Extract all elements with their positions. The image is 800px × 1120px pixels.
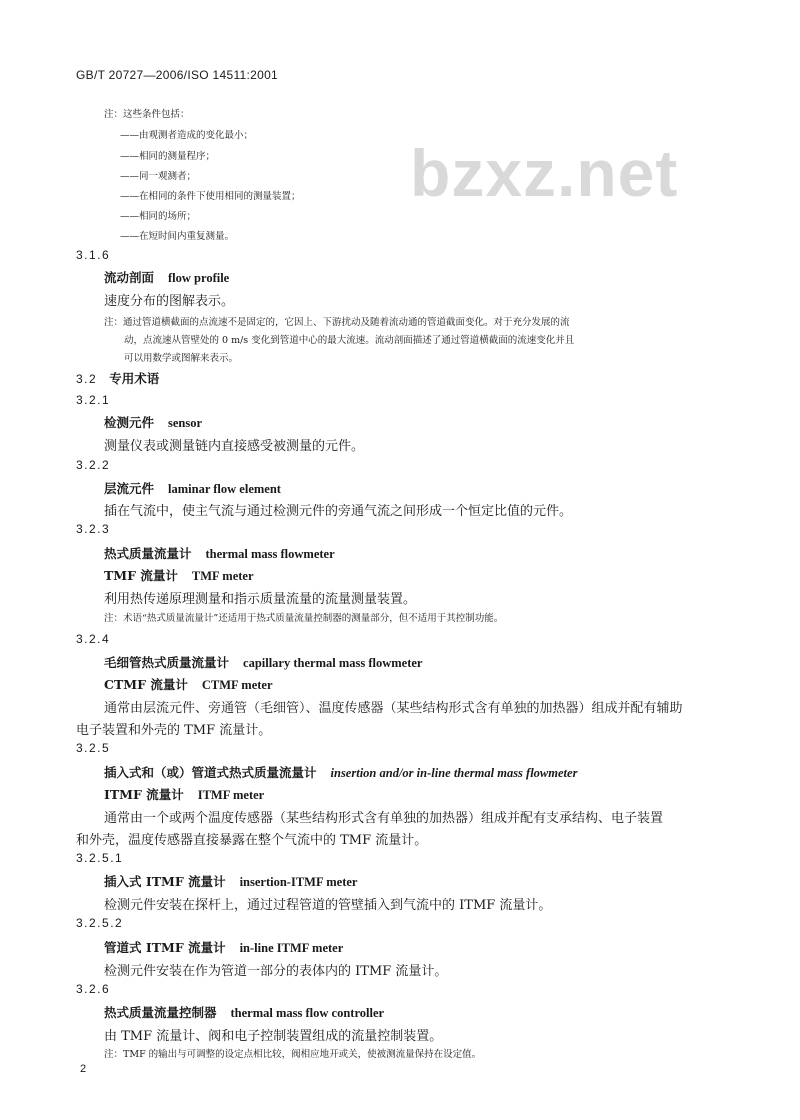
abbreviated-term [104,675,273,693]
term-heading [104,872,357,890]
definition: 速度分布的图解表示。 [104,294,235,309]
term-zh: 管道式 ITMF 流量计 [104,940,226,955]
abbreviated-term [104,566,254,584]
term-heading [104,268,229,286]
term-zh: 层流元件 [104,481,155,496]
term-heading [104,938,343,956]
condition-item: ——在短时间内重复测量。 [120,231,235,242]
definition: 利用热传递原理测量和指示质量流量的流量测量装置。 [104,592,417,607]
term-zh: 毛细管热式质量流量计 [104,655,230,670]
abbr-zh: ITMF 流量计 [104,787,184,802]
definition: 插在气流中，使主气流与通过检测元件的旁通气流之间形成一个恒定比值的元件。 [104,504,573,519]
term-heading [104,763,577,781]
section-number: 3.2.3 [76,522,111,536]
note-line: 注：通过管道横截面的点流速不是固定的，它因上、下游扰动及随着流动通的管道截面变化。对于充分发展的流 [104,317,570,328]
section-number: 3.2.5 [76,741,111,755]
abbr-en: TMF meter [191,569,254,583]
term-heading [104,653,422,671]
section-number: 3.1.6 [76,248,111,262]
term-zh: 插入式和（或）管道式热式质量流量计 [104,765,317,780]
section-number: 3.2.5.1 [76,851,124,865]
running-header: GB/T 20727—2006/ISO 14511:2001 [76,68,279,82]
note-line: 可以用数学或图解来表示。 [124,353,239,364]
abbr-zh: TMF 流量计 [104,568,178,583]
condition-item: ——相同的场所； [120,211,197,222]
note-line: 注：TMF 的输出与可调整的设定点相比较，阀相应地开或关，使被测流量保持在设定值。 [104,1049,482,1060]
definition: 通常由层流元件、旁通管（毛细管）、温度传感器（某些结构形式含有单独的加热器）组成并配有辅助 [104,701,683,716]
condition-item: ——由观测者造成的变化最小； [120,130,254,141]
term-zh: 热式质量流量计 [104,546,192,561]
definition: 测量仪表或测量链内直接感受被测量的元件。 [104,439,365,454]
condition-item: ——在相同的条件下使用相同的测量装置； [120,191,301,202]
condition-item: ——同一观测者； [120,171,197,182]
term-heading [104,479,281,497]
note-line: 动，点流速从管壁处的 0 m/s 变化到管道中心的最大流速。流动剖面描述了通过管道横截面的流速变化并且 [124,335,575,346]
section-number: 3.2.1 [76,393,111,407]
page-number: 2 [80,1063,87,1075]
abbr-en: ITMF meter [197,788,265,802]
section-number: 3.2.6 [76,982,111,996]
conditions-intro: 注：这些条件包括： [104,109,190,120]
term-en: sensor [168,416,203,430]
term-zh: 检测元件 [104,415,155,430]
definition: 检测元件安装在作为管道一部分的表体内的 ITMF 流量计。 [104,964,448,979]
term-en: thermal mass flow controller [230,1006,385,1020]
abbr-en: CTMF meter [201,678,273,692]
term-en: insertion-ITMF meter [239,875,358,889]
term-zh: 插入式 ITMF 流量计 [104,874,226,889]
section-number: 3.2.2 [76,458,111,472]
definition: 通常由一个或两个温度传感器（某些结构形式含有单独的加热器）组成并配有支承结构、电子装置 [104,811,664,826]
term-en: laminar flow element [168,482,281,496]
section-heading [76,369,159,387]
definition: 和外壳，温度传感器直接暴露在整个气流中的 TMF 流量计。 [76,833,428,848]
definition: 电子装置和外壳的 TMF 流量计。 [76,723,272,738]
section-number: 3.2.5.2 [76,916,124,930]
term-zh: 热式质量流量控制器 [104,1005,217,1020]
note-line: 注：术语“热式质量流量计”还适用于热式质量流量控制器的测量部分，但不适用于其控制功能。 [104,613,504,624]
term-heading [104,544,335,562]
term-heading [104,413,202,431]
term-en: capillary thermal mass flowmeter [243,656,423,670]
term-zh: 流动剖面 [104,270,155,285]
section-title: 专用术语 [109,371,160,386]
abbr-zh: CTMF 流量计 [104,677,188,692]
condition-item: ——相同的测量程序； [120,151,216,162]
section-number: 3.2 [76,372,98,386]
definition: 由 TMF 流量计、阀和电子控制装置组成的流量控制装置。 [104,1029,443,1044]
term-en: flow profile [168,271,230,285]
term-en: insertion and/or in-line thermal mass flowmeter [330,766,578,780]
term-en: in-line ITMF meter [239,941,344,955]
term-en: thermal mass flowmeter [205,547,335,561]
watermark: bzxz.net [410,136,679,210]
definition: 检测元件安装在探杆上，通过过程管道的管壁插入到气流中的 ITMF 流量计。 [104,898,552,913]
term-heading [104,1003,384,1021]
abbreviated-term [104,785,264,803]
section-number: 3.2.4 [76,632,111,646]
